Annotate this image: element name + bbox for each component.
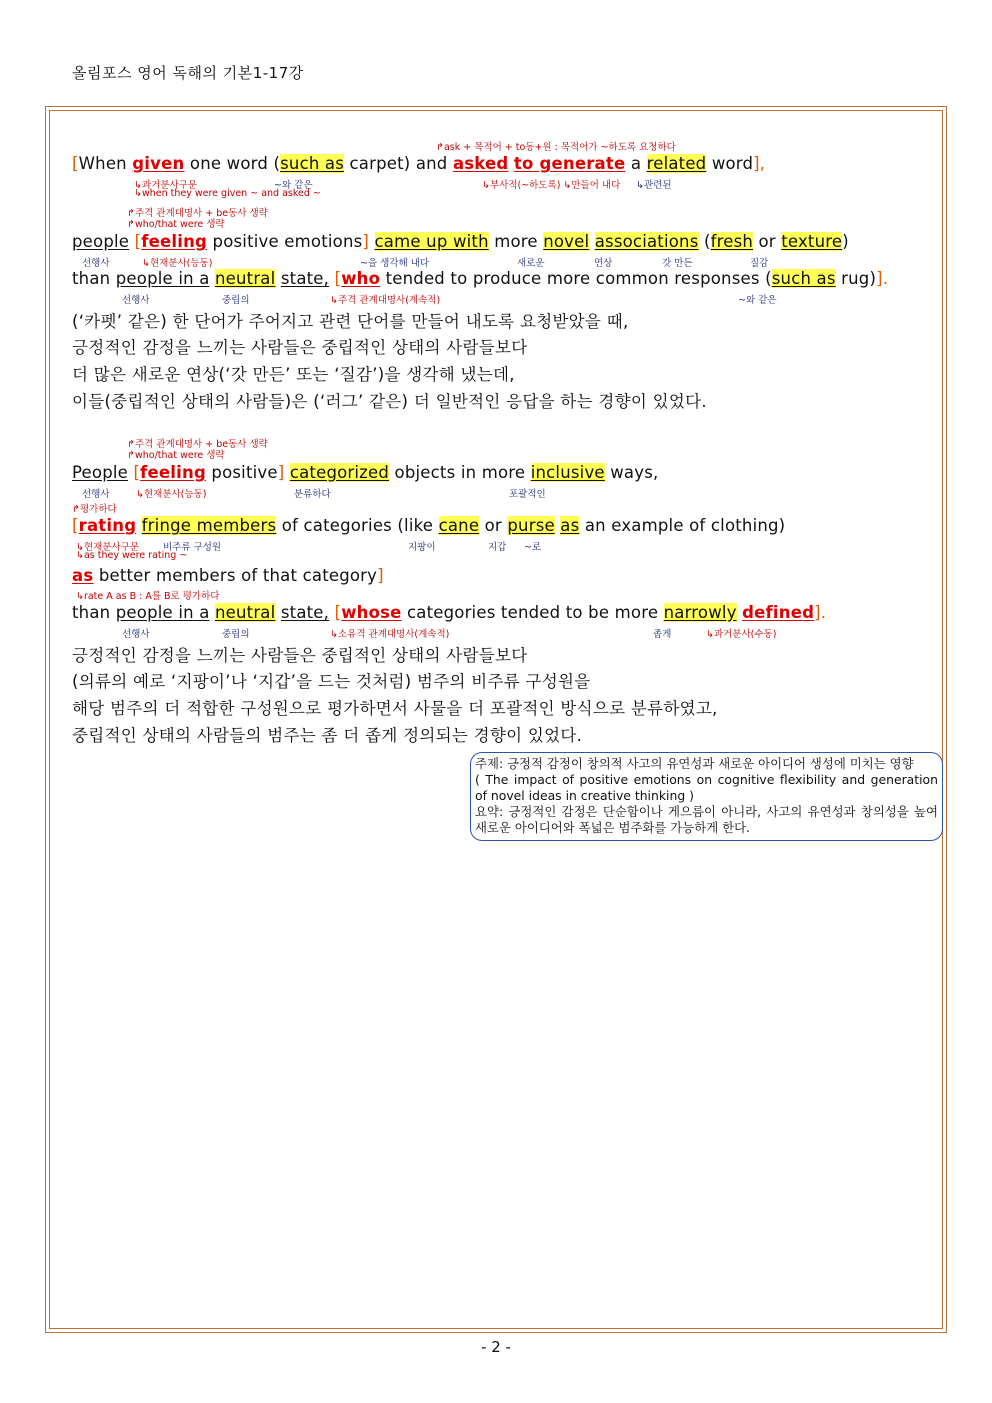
translation1-line2: 긍정적인 감정을 느끼는 사람들은 중립적인 상태의 사람들보다 <box>72 338 528 357</box>
note-relative-omit: ↱주격 관계대명사 + be동사 생략 <box>127 208 268 219</box>
sentence2-line3: as better members of that category] <box>72 566 384 585</box>
gloss-texture: 질감 <box>750 258 769 269</box>
sentence1-line2: people [feeling positive emotions] came up with more novel associations (fresh or texture) <box>72 232 849 251</box>
gloss-antecedent-2: 선행사 <box>122 295 150 306</box>
gloss-fringe-members: 비주류 구성원 <box>163 542 222 553</box>
gloss-novel: 새로운 <box>517 258 545 269</box>
sentence1-line3: than people in a neutral state, [who tended to produce more common responses (such as rug)]. <box>72 269 889 288</box>
translation2-line3: 해당 범주의 더 적합한 구성원으로 평가하면서 사물을 더 포괄적인 방식으로 분류하였고, <box>72 699 718 718</box>
note-relative-omit-2: ↱주격 관계대명사 + be동사 생략 <box>127 439 268 450</box>
gloss-fresh: 갓 만든 <box>662 258 693 269</box>
translation1-line4: 이들(중립적인 상태의 사람들)은 (‘러그’ 같은) 더 일반적인 응답을 하는 경향이 있었다. <box>72 392 707 411</box>
gloss-adverbial: ↳부사적(~하도록) ↳만들어 내다 <box>482 180 621 191</box>
gloss-neutral: 중립의 <box>222 295 250 306</box>
translation2-line4: 중립적인 상태의 사람들의 범주는 좀 더 좁게 정의되는 경향이 있었다. <box>72 726 583 745</box>
gloss-cane: 지팡이 <box>408 542 436 553</box>
sentence2-line2: [rating fringe members of categories (like cane or purse as an example of clothing) <box>72 516 786 535</box>
translation2-line2: (의류의 예로 ‘지팡이’나 ‘지갑’을 드는 것처럼) 범주의 비주류 구성원을 <box>72 672 591 691</box>
note-rate-a-as-b: ↳rate A as B : A를 B로 평가하다 <box>76 591 220 602</box>
gloss-present-participle: ↳현재분사(능동) <box>142 258 213 269</box>
note-who-that-omit-2: ↱who/that were 생략 <box>127 450 225 461</box>
gloss-past-participle: ↳과거분사(수동) <box>706 629 777 640</box>
gloss-neutral-2: 중립의 <box>222 629 250 640</box>
gloss-related: ↳관련된 <box>636 180 672 191</box>
gloss-categorize: 분류하다 <box>294 489 331 500</box>
note-evaluate: ↱평가하다 <box>72 504 117 515</box>
gloss-such-as-2: ~와 같은 <box>738 295 777 306</box>
gloss-participle: ↳과거분사구문 <box>134 180 198 191</box>
inner-border <box>49 110 943 1329</box>
summary-topic-ko: 주제: 긍정적 감정이 창의적 사고의 유연성과 새로운 아이디어 생성에 미치는 영향 <box>475 756 914 771</box>
gloss-antecedent-3: 선행사 <box>82 489 110 500</box>
note-as-they-were-rating: ↳as they were rating ~ <box>76 550 188 561</box>
gloss-narrowly: 좁게 <box>653 629 672 640</box>
translation1-line3: 더 많은 새로운 연상(‘갓 만든’ 또는 ‘질감’)을 생각해 냈는데, <box>72 365 515 384</box>
note-who-that-omit: ↱who/that were 생략 <box>127 219 225 230</box>
gloss-inclusive: 포괄적인 <box>509 489 546 500</box>
sentence2-line1: People [feeling positive] categorized objects in more inclusive ways, <box>72 463 659 482</box>
translation1-line1: (‘카펫’ 같은) 한 단어가 주어지고 관련 단어를 만들어 내도록 요청받았을 때, <box>72 312 629 331</box>
document-header: 올림포스 영어 독해의 기본1-17강 <box>72 64 304 82</box>
gloss-such-as: ~와 같은 <box>274 180 313 191</box>
summary-box <box>470 752 943 841</box>
summary-gist-ko: 요약: 긍정적인 감정은 단순함이나 게으름이 아니라, 사고의 유연성과 창의성을 높여 새로운 아이디어와 폭넓은 범주화를 가능하게 한다. <box>475 804 938 835</box>
gloss-come-up-with: ~을 생각해 내다 <box>360 258 430 269</box>
gloss-antecedent-4: 선행사 <box>122 629 150 640</box>
gloss-associations: 연상 <box>594 258 613 269</box>
sentence1-line1: [When given one word (such as carpet) and asked to generate a related word], <box>72 154 766 173</box>
gloss-purse: 지갑 <box>488 542 507 553</box>
gloss-whose-relative: ↳소유격 관계대명사(계속적) <box>330 629 450 640</box>
sentence2-line4: than people in a neutral state, [whose categories tended to be more narrowly defined]. <box>72 603 827 622</box>
translation2-line1: 긍정적인 감정을 느끼는 사람들은 중립적인 상태의 사람들보다 <box>72 646 528 665</box>
note-when-they-were: ↳when they were given ~ and asked ~ <box>134 188 321 199</box>
summary-topic-en: ( The impact of positive emotions on cognitive flexibility and generation of novel ideas in creative thinking ) <box>475 772 938 803</box>
page-number: - 2 - <box>481 1338 511 1356</box>
gloss-who-relative: ↳주격 관계대명사(계속적) <box>330 295 441 306</box>
gloss-participle-clause: ↳현재분사구문 <box>76 542 140 553</box>
gloss-antecedent: 선행사 <box>82 258 110 269</box>
gloss-present-participle-2: ↳현재분사(능동) <box>136 489 207 500</box>
gloss-as: ~로 <box>524 542 542 553</box>
grammar-note-ask: ↱ask + 목적어 + to동+원 : 목적어가 ~하도록 요청하다 <box>436 142 676 153</box>
